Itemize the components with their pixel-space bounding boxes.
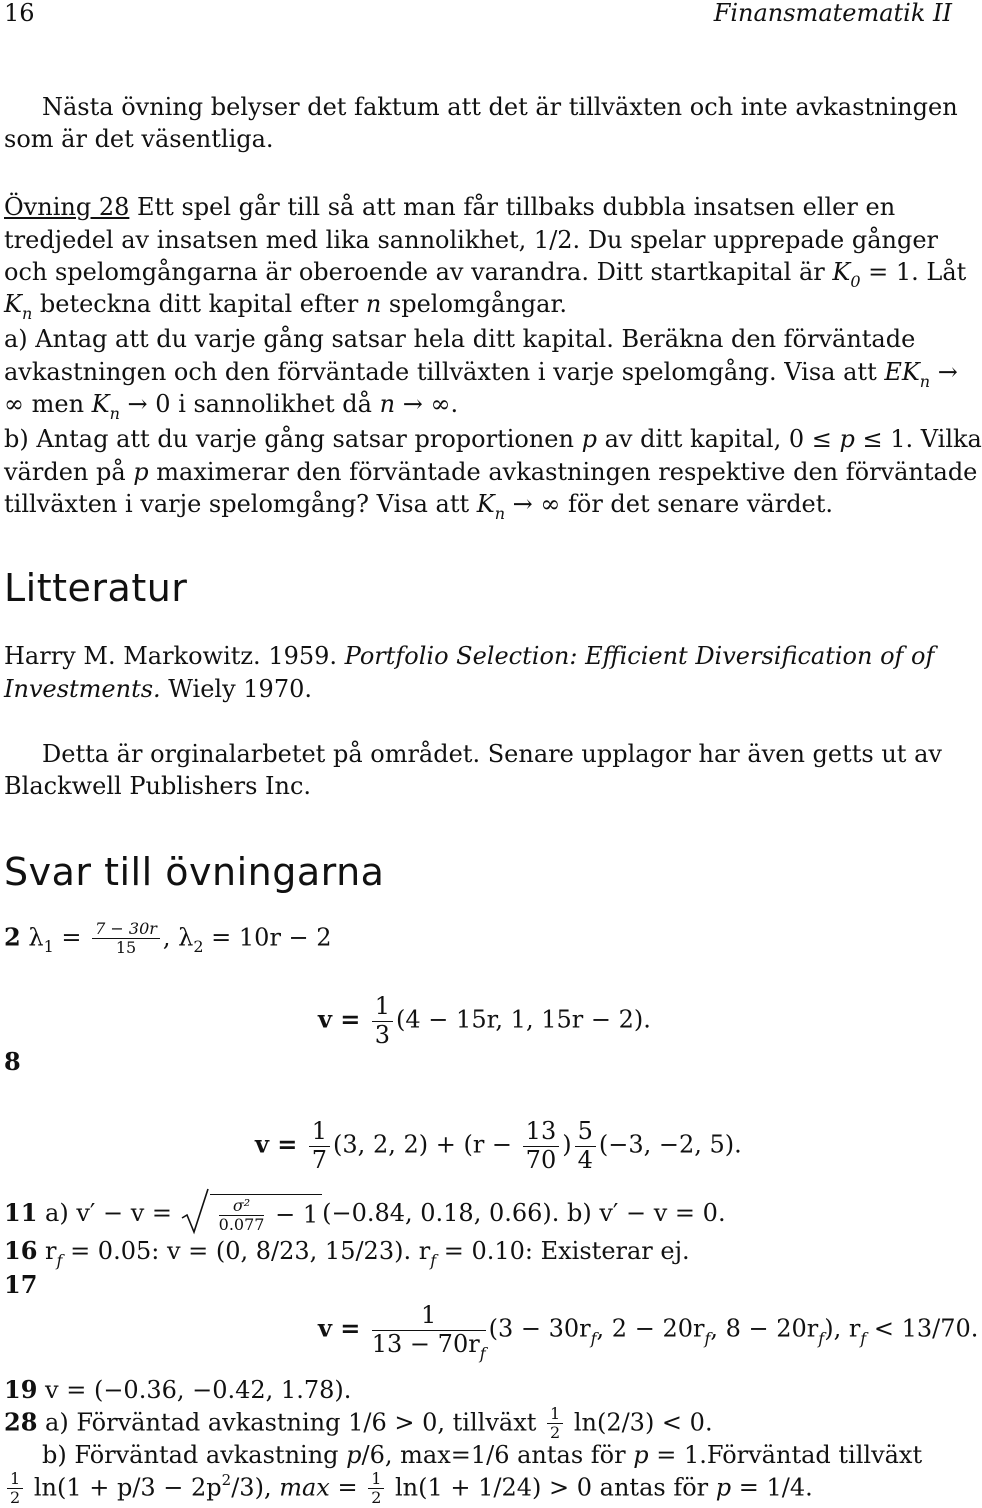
answer-28-line-1: 28 a) Förväntad avkastning 1/6 > 0, tillväxt $\frac{1}{2}$ ln(2/3) < 0. [4,1404,713,1443]
exercise-28-line-3: och spelomgångarna är oberoende av varandra. Ditt startkapital är $K_0 = 1$. Låt [4,258,967,291]
fraction: $\frac{1}{13 - 70r_f}$ [371,1301,486,1363]
radical-sign-icon [180,1188,210,1236]
answer-17-equation: v = $\frac{1}{13 - 70r_f}$ ($3 - 30r_f$, $2 - 20r_f$, $8 - 20r_f$), $r_f < 13/70$. [318,1301,979,1363]
literature-heading: Litteratur [4,566,188,610]
fraction: $\frac{1}{2}$ [7,1470,23,1508]
answer-8-equation-1: v = $\frac{1}{3}$ (4 − 15r, 1, 15r − 2). [318,992,651,1049]
exercise-28-line-4: $K_n$ beteckna ditt kapital efter n spelomgångar. [4,290,567,323]
square-root: $\frac{\text{σ²}}{0.077}$ − 1 [180,1194,322,1235]
reference-line-1: Harry M. Markowitz. 1959. Portfolio Selection: Efficient Diversification of of [4,642,935,670]
answer-number: 11 [4,1197,38,1227]
answer-number: 19 [4,1375,38,1404]
running-title: Finansmatematik II [713,0,952,27]
answer-19: 19 v = (−0.36, −0.42, 1.78). [4,1375,352,1404]
answer-28-line-2: b) Förväntad avkastning p/6, max=1/6 antas för p = 1.Förväntad tillväxt [42,1441,923,1469]
answer-number: 2 [4,922,21,952]
answer-number: 16 [4,1236,38,1265]
answer-28-line-3: $\frac{1}{2}$ $\ln(1 + p/3 - 2p^2/3)$, max = $\frac{1}{2}$ ln(1 + 1/24) > 0 antas för p = 1/4. [4,1470,813,1508]
answer-16: 16 $r_f = 0.05$: v = (0, 8/23, 15/23). $r_f = 0.10$: Existerar ej. [4,1236,690,1270]
answer-8-number: 8 [4,1047,21,1076]
exercise-28-part-b-line-3: tillväxten i varje spelomgång? Visa att $K_n$ → ∞ för det senare värdet. [4,490,834,523]
exercise-label: Övning 28 [4,193,130,221]
page-number: 16 [4,0,35,27]
fraction: $\frac{1}{2}$ [368,1470,384,1508]
fraction: $\frac{\text{σ²}}{0.077}$ [218,1196,265,1235]
exercise-28-part-a-line-2: avkastningen och den förväntade tillväxten i varje spelomgång. Visa att $EK_n$ → [4,358,958,391]
fraction: $\frac{13}{70}$ [523,1118,560,1174]
exercise-28-part-b-line-2: värden på p maximerar den förväntade avkastningen respektive den förväntade [4,458,978,486]
exercise-28-line-2: tredjedel av insatsen med lika sannolikhet, 1/2. Du spelar upprepade gånger [4,226,939,254]
exercise-28-line-1: Övning 28 Ett spel går till så att man får tillbaks dubbla insatsen eller en [4,193,896,221]
fraction: $\frac{1}{2}$ [547,1405,563,1443]
literature-note-line-2: Blackwell Publishers Inc. [4,772,312,800]
literature-note-line-1: Detta är orginalarbetet på området. Senare upplagor har även getts ut av [42,740,942,768]
answer-number: 28 [4,1407,38,1437]
answer-11: 11 a) v′ − v = $\frac{\text{σ²}}{0.077}$ − 1 (−0.84, 0.18, 0.66). b) v′ − v = 0. [4,1194,726,1235]
reference-title: Portfolio Selection: Efficient Diversification of of [344,642,935,670]
answer-2: 2 $\lambda_1$ = $\frac{7 - 30r}{15}$ , $\lambda_2 = 10r - 2$ [4,919,332,958]
exercise-28-part-a-line-1: a) Antag att du varje gång satsar hela ditt kapital. Beräkna den förväntade [4,325,916,353]
answer-8-equation-2: v = $\frac{1}{7}$ (3, 2, 2) + (r − $\frac{13}{70}$ ) $\frac{5}{4}$ (−3, −2, 5). [255,1117,742,1174]
fraction: $\frac{1}{7}$ [309,1118,330,1174]
answer-17-number: 17 [4,1270,38,1299]
exercise-28-part-a-line-3: ∞ men $K_n \to 0$ i sannolikhet då n → ∞. [4,390,459,423]
reference-line-2: Investments. Wiely 1970. [4,675,312,703]
exercise-28-part-b-line-1: b) Antag att du varje gång satsar proportionen p av ditt kapital, 0 ≤ p ≤ 1. Vilka [4,425,982,453]
intro-line-2: som är det väsentliga. [4,125,274,153]
fraction: $\frac{1}{3}$ [372,993,393,1049]
fraction: $\frac{7 - 30r}{15}$ [92,920,160,958]
intro-line-1: Nästa övning belyser det faktum att det är tillväxten och inte avkastningen [42,93,958,121]
answers-heading: Svar till övningarna [4,850,385,894]
fraction: $\frac{5}{4}$ [575,1118,596,1174]
